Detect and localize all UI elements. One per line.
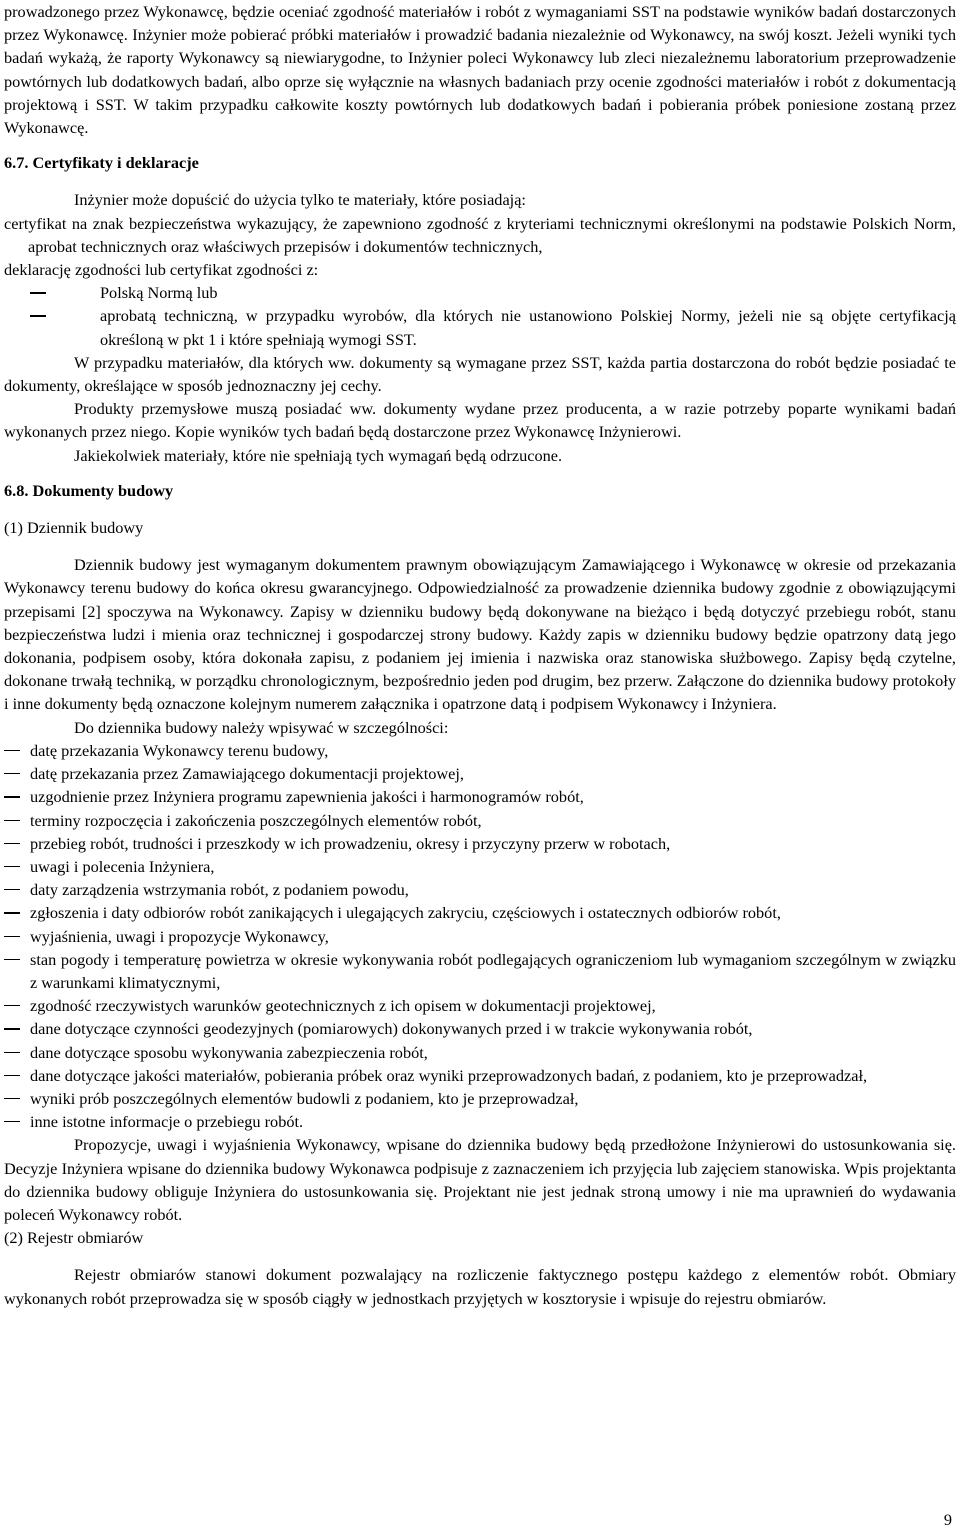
subsection-2-heading: (2) Rejestr obmiarów — [4, 1228, 144, 1248]
products-paragraph: Produkty przemysłowe muszą posiadać ww. dokumenty wydane przez producenta, a w razie potrzeby poparte wynikami badań wykonanych przez niego. Kopie wyników tych badań będą dostarczone przez Wykonawcę Inżynierowi. — [4, 399, 956, 442]
rejected-paragraph: Jakiekolwiek materiały, które nie spełniają tych wymagań będą odrzucone. — [74, 445, 563, 465]
list-item: dane dotyczące czynności geodezyjnych (pomiarowych) dokonywanych przed i w trakcie wykonywania robót, — [4, 1017, 956, 1040]
site-diary-paragraph: Dziennik budowy jest wymaganym dokumentem prawnym obowiązującym Zamawiającego i Wykonawcę w okresie od przekazania Wykonawcy terenu budowy do końca okresu gwarancyjnego. Odpowiedzialność za prowadzenie dziennika budowy zgodnie z obowiązującymi przepisami [2] spoczywa na Wykonawcy. Zapisy w dzienniku budowy będą dokonywane na bieżąco i będą dotyczyć przebiegu robót, stanu bezpieczeństwa ludzi i mienia oraz technicznej i gospodarczej strony budowy. Każdy zapis w dzienniku budowy będzie opatrzony datą jego dokonania, podpisem osoby, która dokonała zapisu, z podaniem jej imienia i nazwiska oraz stanowiska służbowego. Zapisy będą czytelne, dokonane trwałą techniką, w porządku chronologicznym, bezpośrednio jeden pod drugim, bez przerw. Załączone do dziennika budowy protokoły i inne dokumenty będą oznaczone kolejnym numerem załącznika i opatrzone datą i podpisem Wykonawcy i Inżyniera. — [4, 555, 956, 714]
list-item: wyniki prób poszczególnych elementów budowli z podaniem, kto je przeprowadzał, — [4, 1087, 956, 1110]
list-item: zgodność rzeczywistych warunków geotechnicznych z ich opisem w dokumentacji projektowej, — [4, 994, 956, 1017]
list-item: dane dotyczące sposobu wykonywania zabezpieczenia robót, — [4, 1041, 956, 1064]
list-item: dane dotyczące jakości materiałów, pobierania próbek oraz wyniki przeprowadzonych badań, z podaniem, kto je przeprowadzał, — [4, 1064, 956, 1087]
section-6-7-intro: Inżynier może dopuścić do użycia tylko te materiały, które posiadają: — [74, 190, 526, 210]
site-diary-list-intro: Do dziennika budowy należy wpisywać w szczególności: — [74, 717, 449, 737]
list-item: przebieg robót, trudności i przeszkody w ich prowadzeniu, okresy i przyczyny przerw w robotach, — [4, 832, 956, 855]
site-diary-closing-paragraph: Propozycje, uwagi i wyjaśnienia Wykonawcy, wpisane do dziennika budowy będą przedłożone Inżynierowi do ustosunkowania się. Decyzje Inżyniera wpisane do dziennika budowy Wykonawca podpisuje z zaznaczeniem ich przyjęcia lub zajęciem stanowiska. Wpis projektanta do dziennika budowy obliguje Inżyniera do ustosunkowania się. Projektant nie jest jednak stroną umowy i nie ma uprawnień do wydawania poleceń Wykonawcy robót. — [4, 1135, 956, 1224]
list-item: daty zarządzenia wstrzymania robót, z podaniem powodu, — [4, 878, 956, 901]
declaration-paragraph: deklarację zgodności lub certyfikat zgodności z: — [4, 260, 319, 280]
subsection-1-heading: (1) Dziennik budowy — [4, 518, 144, 538]
site-diary-list — [4, 739, 956, 1133]
measurement-register-paragraph: Rejestr obmiarów stanowi dokument pozwalający na rozliczenie faktycznego postępu każdego z elementów robót. Obmiary wykonanych robót przeprowadza się w sposób ciągły w jednostkach przyjętych w kosztorysie i wpisuje do rejestru obmiarów. — [4, 1265, 956, 1308]
list-item: datę przekazania Wykonawcy terenu budowy, — [4, 739, 956, 762]
list-item: stan pogody i temperaturę powietrza w okresie wykonywania robót podlegających ograniczeniom lub wymaganiom szczególnym w związku z warunkami klimatycznymi, — [4, 948, 956, 994]
page-number: 9 — [943, 1510, 952, 1529]
intro-paragraph: prowadzonego przez Wykonawcę, będzie oceniać zgodność materiałów i robót z wymaganiami SST na podstawie wyników badań dostarczonych przez Wykonawcę. Inżynier może pobierać próbki materiałów i prowadzić badania niezależnie od Wykonawcy, na swój koszt. Jeżeli wyniki tych badań wykażą, że raporty Wykonawcy są niewiarygodne, to Inżynier poleci Wykonawcy lub zleci niezależnemu laboratorium przeprowadzenie powtórnych lub dodatkowych badań, albo oprze się wyłącznie na własnych badaniach przy ocenie zgodności materiałów i robót z dokumentacją projektową i SST. W takim przypadku całkowite koszty powtórnych lub dodatkowych badań i pobierania próbek poniesione zostaną przez Wykonawcę. — [4, 2, 956, 138]
list-item: aprobatą techniczną, w przypadku wyrobów, dla których nie ustanowiono Polskiej Normy, jeżeli nie są objęte certyfikacją określoną w pkt 1 i które spełniają wymogi SST. — [4, 304, 956, 350]
list-item: wyjaśnienia, uwagi i propozycje Wykonawcy, — [4, 925, 956, 948]
list-item: uzgodnienie przez Inżyniera programu zapewnienia jakości i harmonogramów robót, — [4, 785, 956, 808]
list-item: uwagi i polecenia Inżyniera, — [4, 855, 956, 878]
list-item: terminy rozpoczęcia i zakończenia poszczególnych elementów robót, — [4, 809, 956, 832]
section-6-8-heading: 6.8. Dokumenty budowy — [4, 480, 174, 500]
certificate-paragraph: certyfikat na znak bezpieczeństwa wykazujący, że zapewniono zgodność z kryteriami technicznymi określonymi na podstawie Polskich Norm, aprobat technicznych oraz właściwych przepisów i dokumentów technicznych, — [4, 213, 956, 256]
list-item: Polską Normą lub — [4, 281, 956, 304]
documents-paragraph: W przypadku materiałów, dla których ww. dokumenty są wymagane przez SST, każda partia dostarczona do robót będzie posiadać te dokumenty, określające w sposób jednoznaczny jej cechy. — [4, 352, 956, 396]
declaration-list — [4, 281, 956, 351]
section-6-7-heading: 6.7. Certyfikaty i deklaracje — [4, 153, 199, 173]
page-content — [4, 0, 956, 1310]
list-item: zgłoszenia i daty odbiorów robót zanikających i ulegających zakryciu, częściowych i ostatecznych odbiorów robót, — [4, 901, 956, 924]
list-item: inne istotne informacje o przebiegu robót. — [4, 1110, 956, 1133]
list-item: datę przekazania przez Zamawiającego dokumentacji projektowej, — [4, 762, 956, 785]
